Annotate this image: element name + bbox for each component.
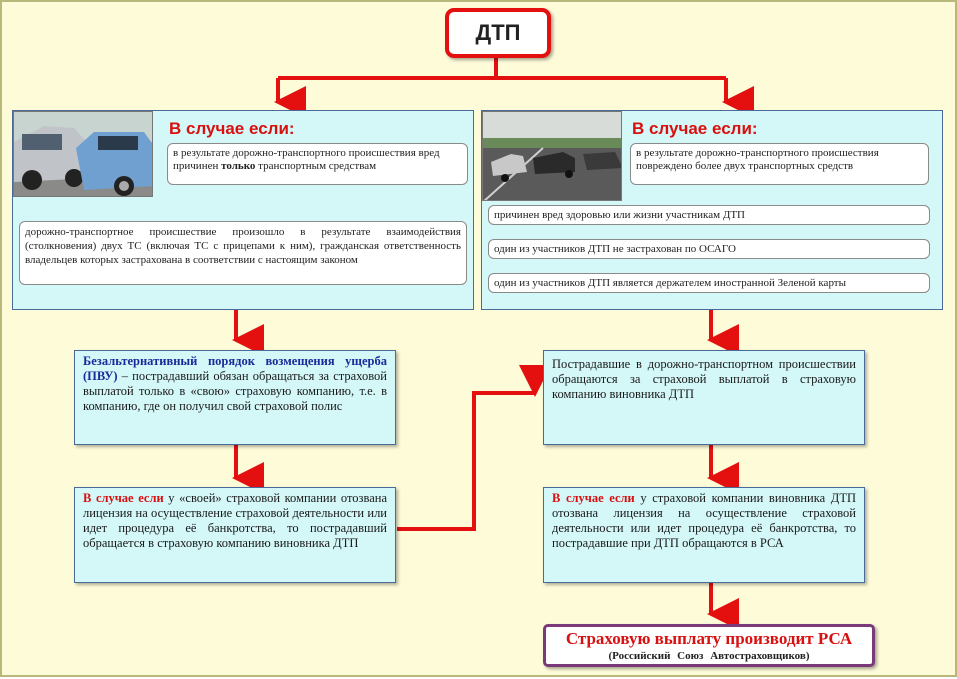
left-bankruptcy-box: В случае если у «своей» страховой компании отозвана лицензия на осуществление страховой деятельности или идет процедура её банкротства, то пострадавший обращается в страховую компанию виновника ДТП (74, 487, 396, 583)
car-collision-photo (13, 111, 153, 197)
right-condition-uninsured: один из участников ДТП не застрахован по ОСАГО (488, 239, 930, 259)
right-condition-top: в результате дорожно-транспортного происшествия повреждено более двух транспортных средств (630, 143, 929, 185)
pvu-box: Безальтернативный порядок возмещения ущерба (ПВУ) – пострадавший обязан обращаться за страховой выплатой только в «свою» страховую компанию, т.е. в компанию, где он получил свой страховой полис (74, 350, 396, 445)
right-bankruptcy-box: В случае если у страховой компании виновника ДТП отозвана лицензия на осуществление страховой деятельности или идет процедура её банкротства, то пострадавшие при ДТП обращаются в РСА (543, 487, 865, 583)
title-dtp: ДТП (445, 8, 551, 58)
left-panel (12, 110, 474, 310)
final-title: Страховую выплату производит РСА (565, 629, 853, 648)
left-condition-top: в результате дорожно-транспортного происшествия вред причинен только транспортным средствам (167, 143, 468, 185)
road-accident-icon (483, 112, 622, 201)
right-condition-health: причинен вред здоровью или жизни участникам ДТП (488, 205, 930, 225)
right-panel-heading: В случае если: (632, 119, 758, 138)
pileup-photo (482, 111, 622, 201)
final-subtitle: (Российский Союз Автостраховщиков) (608, 650, 810, 662)
left-condition-bottom: дорожно-транспортное происшествие произошло в результате взаимодействия (столкновения) двух ТС (включая ТС с прицепами к ним), гражданская ответственность владельцев которых застрахована в соответствии с настоящим законом (19, 221, 467, 285)
arrow-left-bottom-to-right-mid (397, 393, 535, 529)
left-panel-heading: В случае если: (169, 119, 295, 138)
final-rsa-box (543, 624, 875, 667)
right-panel (481, 110, 943, 310)
right-condition-green-card: один из участников ДТП является держателем иностранной Зеленой карты (488, 273, 930, 293)
two-cars-crash-icon (14, 112, 153, 197)
right-guilty-insurer-box: Пострадавшие в дорожно-транспортном происшествии обращаются за страховой выплатой в страховую компанию виновника ДТП (543, 350, 865, 445)
